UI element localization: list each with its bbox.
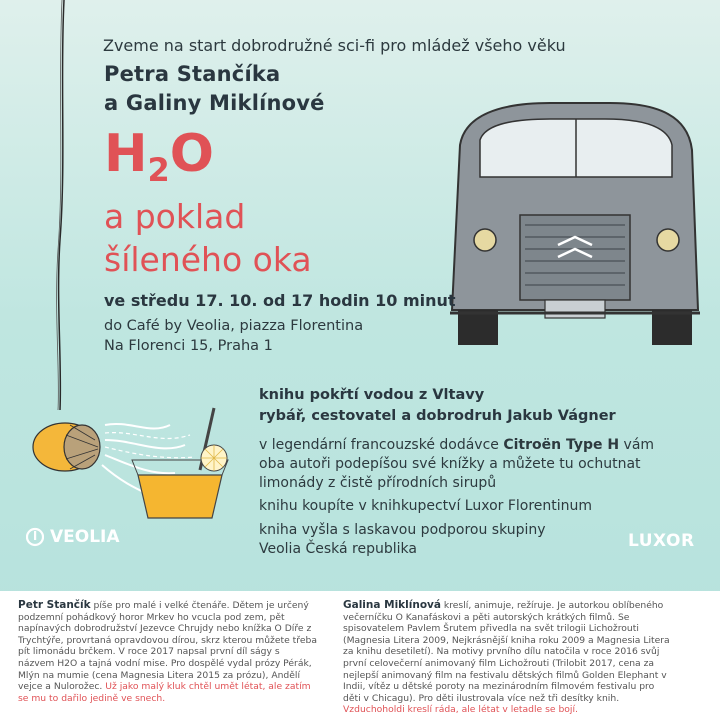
van-illustration (440, 95, 710, 355)
title-sub: 2 (147, 151, 170, 189)
van-paragraph (259, 436, 654, 493)
van-model: Citroën Type H (503, 437, 620, 453)
van-text-post: vám oba autoři podepíšou své knížky a můžete tu ochutnat limonády z čistě přírodních sirupů (259, 437, 655, 491)
event-place-2: Na Florenci 15, Praha 1 (104, 338, 273, 354)
book-title-line3: šíleného oka (104, 240, 312, 279)
book-title-line2: a poklad (104, 197, 246, 236)
bookshop-text: knihu koupíte v knihkupectví Luxor Florentinum (259, 498, 593, 514)
bio-petr-text: píše pro malé i velké čtenáře. Dětem je určený podzemní pohádkový horor Mrkev ho vcucla pod zem, pět napínavých dobrodružství Jezevce Chrujdy nebo knížka O Díře z Trychtýře, provrtaná opravdovou dírou, skrz kterou můžete třeba pít limonádu brčkem. V roce 2017 napsal první díl ságy s názvem H2O a tajná vodní mise. Pro dospělé vydal prózy Pérák, Mlýn na mumie (cena Magnesia Litera 2015 za prózu), Andělí vejce a Nulorožec. (18, 600, 317, 693)
van-text-pre: v legendární francouzské dodávce (259, 437, 504, 453)
book-title-h2o (104, 124, 215, 189)
intro-text: Zveme na start dobrodružné sci-fi pro mládež všeho věku (103, 36, 566, 55)
glass-illustration (130, 400, 250, 520)
bio-petr (18, 600, 318, 704)
bio-petr-highlight: Už jako malý kluk chtěl umět létat, ale zatím se mu to dařilo jedině ve snech. (18, 681, 311, 704)
support-text: kniha vyšla s laskavou podporou skupiny Veolia Česká republika (259, 522, 546, 557)
title-h: H (104, 124, 148, 184)
bio-galina-name: Galina Miklínová (343, 599, 441, 611)
veolia-icon (26, 527, 44, 547)
baptism-line-1: knihu pokřtí vodou z Vltavy (259, 387, 485, 403)
veolia-logo (26, 527, 120, 547)
luxor-logo: LUXOR (628, 531, 695, 551)
bio-galina-text: kreslí, animuje, režíruje. Je autorkou oblíbeného večerníčku O Kanafáskovi a pěti autorských krátkých filmů. Se spisovatelem Pavlem Šrutem přivedla na svět trilogii Lichožrouti (Magnesia Litera 2009, Nejkrásnější kniha roku 2009 a Magnesia Litera za knihu desetiletí). Na motivy prvního dílu natočila v roce 2016 svůj první celovečerní animovaný film Lichožrouti (Trilobit 2017, cena za nejlepší animovaný film na festivalu dětských filmů Golden Elephant v Indii, vítěz u dětské poroty na mezinárodním filmovém festivalu pro děti v Chicagu). Pro děti ilustrovala více než tři desítky knih. (343, 600, 670, 704)
bio-galina (343, 600, 673, 716)
author-line-1: Petra Stančíka (104, 62, 281, 86)
veolia-logo-text: VEOLIA (50, 527, 120, 547)
author-line-2: a Galiny Miklínové (104, 91, 325, 115)
baptism-line-2: rybář, cestovatel a dobrodruh Jakub Vágner (259, 408, 616, 424)
bio-petr-name: Petr Stančík (18, 599, 91, 611)
event-place-1: do Café by Veolia, piazza Florentina (104, 318, 364, 334)
event-date: ve středu 17. 10. od 17 hodin 10 minut (104, 291, 456, 310)
bio-galina-highlight: Vzduchoholdi kreslí ráda, ale létat v letadle se bojí. (343, 704, 578, 716)
title-o: O (169, 124, 215, 184)
